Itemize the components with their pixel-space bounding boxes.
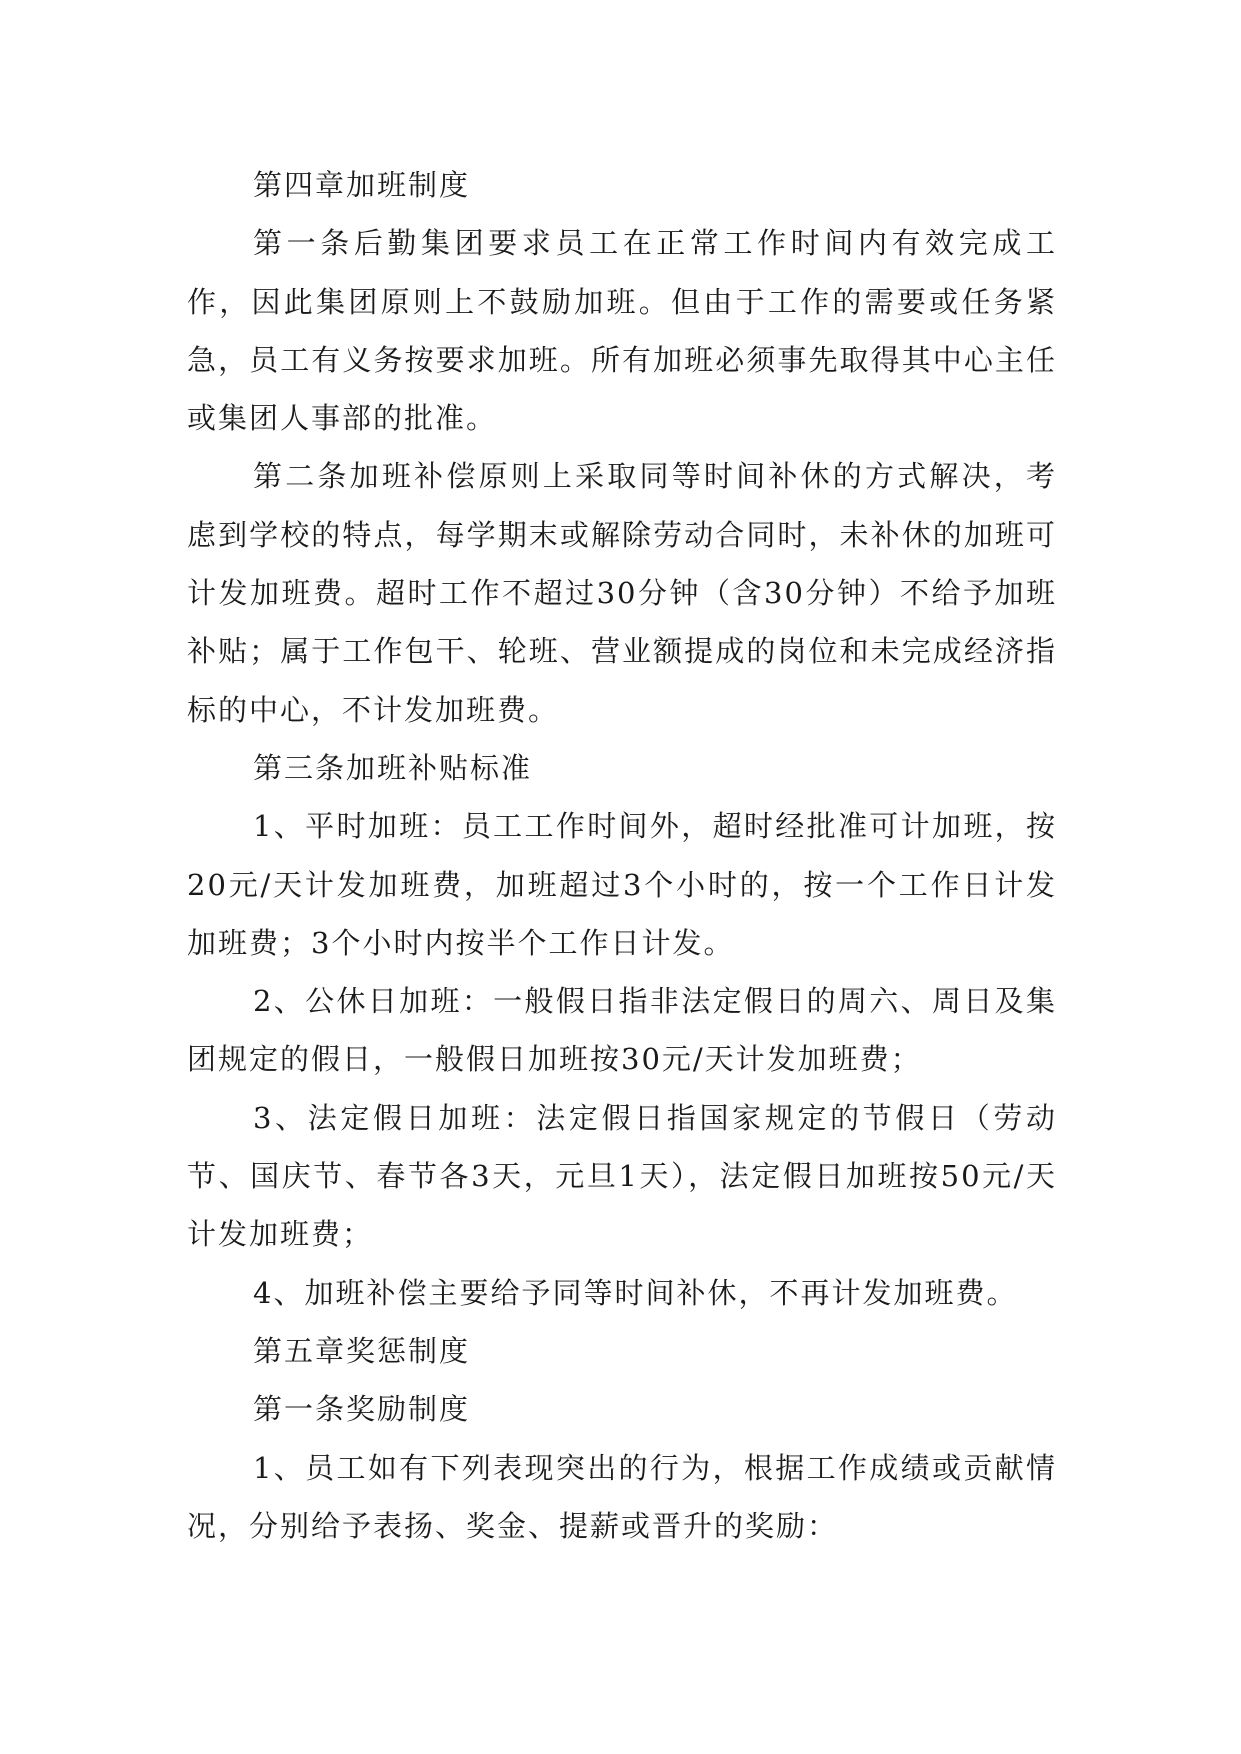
overtime-item-4: 4、加班补偿主要给予同等时间补休，不再计发加班费。 <box>253 1275 1018 1310</box>
chapter-4-article-3-heading: 第三条加班补贴标准 <box>253 750 533 785</box>
chapter-4-heading: 第四章加班制度 <box>253 168 471 202</box>
chapter-5-heading: 第五章奖惩制度 <box>253 1333 471 1368</box>
document-body <box>187 156 1057 1555</box>
overtime-item-1: 1、平时加班：员工工作时间外，超时经批准可计加班，按20元/天计发加班费，加班超过3个小时的，按一个工作日计发加班费；3个小时内按半个工作日计发。 <box>187 809 1057 960</box>
reward-item-1: 1、员工如有下列表现突出的行为，根据工作成绩或贡献情况，分别给予表扬、奖金、提薪或晋升的奖励： <box>187 1450 1057 1543</box>
overtime-item-2: 2、公休日加班：一般假日指非法定假日的周六、周日及集团规定的假日，一般假日加班按30元/天计发加班费； <box>187 984 1057 1077</box>
chapter-4-article-1: 第一条后勤集团要求员工在正常工作时间内有效完成工作，因此集团原则上不鼓励加班。但由于工作的需要或任务紧急，员工有义务按要求加班。所有加班必须事先取得其中心主任或集团人事部的批准。 <box>187 226 1057 436</box>
chapter-5-article-1-heading: 第一条奖励制度 <box>253 1392 471 1427</box>
chapter-4-article-2: 第二条加班补偿原则上采取同等时间补休的方式解决，考虑到学校的特点，每学期末或解除劳动合同时，未补休的加班可计发加班费。超时工作不超过30分钟（含30分钟）不给予加班补贴；属于工作包干、轮班、营业额提成的岗位和未完成经济指标的中心，不计发加班费。 <box>187 459 1057 727</box>
overtime-item-3: 3、法定假日加班：法定假日指国家规定的节假日（劳动节、国庆节、春节各3天，元旦1天），法定假日加班按50元/天计发加班费； <box>187 1100 1057 1252</box>
